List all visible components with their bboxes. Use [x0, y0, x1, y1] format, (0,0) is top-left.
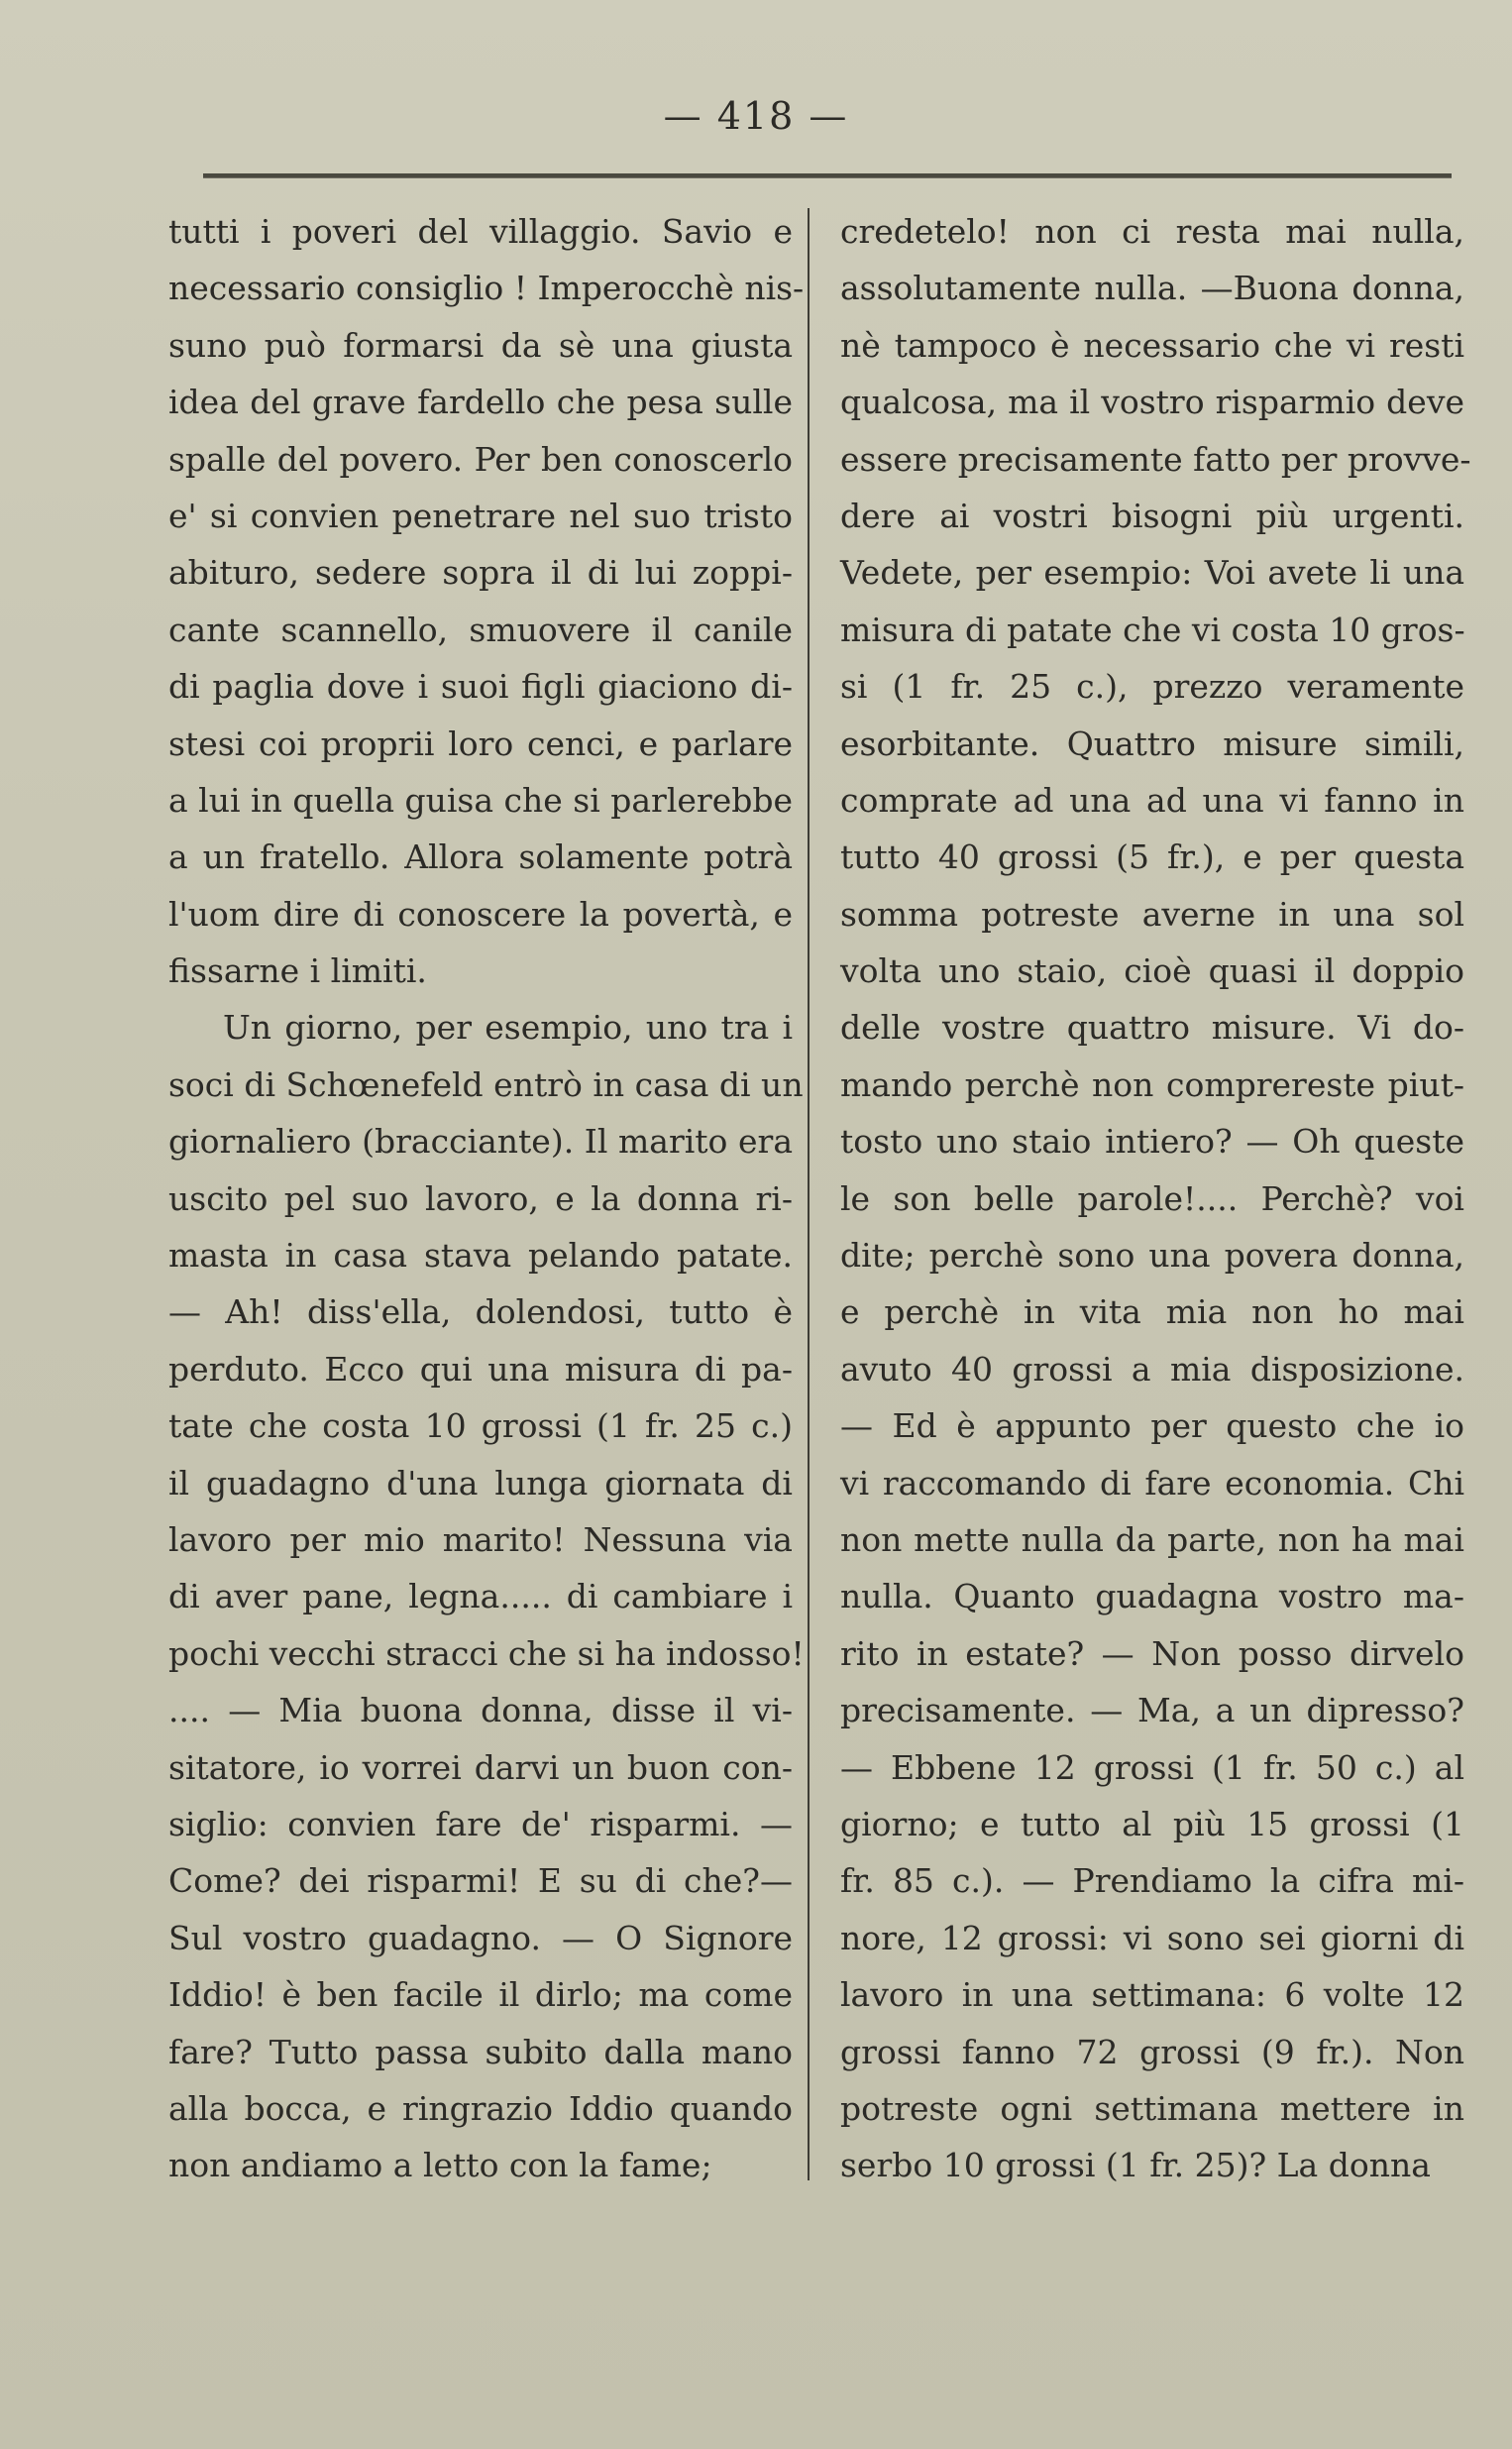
text-line: cante scannello, smuovere il canile: [168, 610, 793, 649]
text-line: mando perchè non comprereste piut-: [840, 1064, 1464, 1104]
page-number: — 418 —: [663, 94, 849, 138]
text-line: di aver pane, legna..... di cambiare i: [168, 1577, 793, 1616]
text-line: fr. 85 c.). — Prendiamo la cifra mi-: [840, 1861, 1464, 1901]
text-line: di paglia dove i suoi figli giaciono di-: [168, 667, 793, 707]
text-line: — Ebbene 12 grossi (1 fr. 50 c.) al: [840, 1747, 1464, 1787]
text-line: lavoro per mio marito! Nessuna via: [168, 1519, 793, 1559]
text-line: a un fratello. Allora solamente potrà: [168, 837, 793, 877]
text-line: non mette nulla da parte, non ha mai: [840, 1519, 1464, 1559]
text-line: idea del grave fardello che pesa sulle: [168, 383, 793, 422]
text-line: .... — Mia buona donna, disse il vi-: [168, 1691, 793, 1730]
left-column: [168, 203, 805, 2194]
text-line: — Ah! diss'ella, dolendosi, tutto è: [168, 1292, 793, 1332]
text-line: grossi fanno 72 grossi (9 fr.). Non: [840, 2032, 1464, 2071]
text-line: avuto 40 grossi a mia disposizione.: [840, 1349, 1464, 1389]
text-line: uscito pel suo lavoro, e la donna ri-: [168, 1178, 793, 1218]
text-line: l'uom dire di conoscere la povertà, e: [168, 894, 793, 934]
column-separator: [808, 208, 810, 2180]
text-line: dite; perchè sono una povera donna,: [840, 1236, 1464, 1276]
text-line: fare? Tutto passa subito dalla mano: [168, 2032, 793, 2071]
text-line: tosto uno staio intiero? — Oh queste: [840, 1122, 1464, 1162]
text-line: giorno; e tutto al più 15 grossi (1: [840, 1804, 1464, 1843]
text-line: — Ed è appunto per questo che io: [840, 1406, 1464, 1446]
text-line: dere ai vostri bisogni più urgenti.: [840, 496, 1464, 535]
text-line: e' si convien penetrare nel suo tristo: [168, 496, 793, 535]
text-line: spalle del povero. Per ben conoscerlo: [168, 439, 793, 479]
text-line: masta in casa stava pelando patate.: [168, 1236, 793, 1276]
text-line: vi raccomando di fare economia. Chi: [840, 1463, 1464, 1503]
text-line: serbo 10 grossi (1 fr. 25)? La donna: [840, 2146, 1431, 2185]
text-line: le son belle parole!.... Perchè? voi: [840, 1178, 1464, 1218]
text-line: tutti i poveri del villaggio. Savio e: [168, 212, 793, 251]
text-line: precisamente. — Ma, a un dipresso?: [840, 1691, 1464, 1730]
text-line: Sul vostro guadagno. — O Signore: [168, 1918, 793, 1957]
text-line: necessario consiglio ! Imperocchè nis-: [168, 269, 805, 308]
text-line: credetelo! non ci resta mai nulla,: [840, 212, 1464, 251]
text-line: Un giorno, per esempio, uno tra i: [223, 1008, 793, 1048]
text-line: potreste ogni settimana mettere in: [840, 2088, 1464, 2128]
text-line: Iddio! è ben facile il dirlo; ma come: [168, 1975, 793, 2015]
text-line: alla bocca, e ringrazio Iddio quando: [168, 2088, 793, 2128]
text-line: suno può formarsi da sè una giusta: [168, 325, 793, 365]
text-line: abituro, sedere sopra il di lui zoppi-: [168, 553, 793, 593]
text-line: misura di patate che vi costa 10 gros-: [840, 610, 1465, 649]
text-line: lavoro in una settimana: 6 volte 12: [840, 1975, 1464, 2015]
text-line: Vedete, per esempio: Voi avete li una: [840, 553, 1464, 593]
text-line: rito in estate? — Non posso dirvelo: [840, 1633, 1464, 1673]
text-line: soci di Schœnefeld entrò in casa di un: [168, 1064, 804, 1104]
header-rule: [203, 173, 1452, 178]
text-line: il guadagno d'una lunga giornata di: [168, 1463, 793, 1503]
text-line: qualcosa, ma il vostro risparmio deve: [840, 383, 1464, 422]
text-line: delle vostre quattro misure. Vi do-: [840, 1008, 1464, 1048]
text-line: volta uno staio, cioè quasi il doppio: [840, 951, 1464, 991]
text-line: siglio: convien fare de' risparmi. —: [168, 1804, 793, 1843]
text-line: sitatore, io vorrei darvi un buon con-: [168, 1747, 793, 1787]
text-line: assolutamente nulla. —Buona donna,: [840, 269, 1464, 308]
text-line: esorbitante. Quattro misure simili,: [840, 724, 1464, 763]
right-column: [840, 203, 1471, 2194]
text-line: e perchè in vita mia non ho mai: [840, 1292, 1464, 1332]
text-line: tate che costa 10 grossi (1 fr. 25 c.): [168, 1406, 793, 1446]
text-line: comprate ad una ad una vi fanno in: [840, 780, 1464, 820]
text-line: nulla. Quanto guadagna vostro ma-: [840, 1577, 1464, 1616]
text-line: Come? dei risparmi! E su di che?—: [168, 1861, 793, 1901]
text-line: non andiamo a letto con la fame;: [168, 2146, 712, 2185]
text-line: perduto. Ecco qui una misura di pa-: [168, 1349, 793, 1389]
text-line: somma potreste averne in una sol: [840, 894, 1464, 934]
text-line: pochi vecchi stracci che si ha indosso!: [168, 1633, 805, 1673]
text-line: nè tampoco è necessario che vi resti: [840, 325, 1464, 365]
text-line: giornaliero (bracciante). Il marito era: [168, 1122, 793, 1162]
text-line: tutto 40 grossi (5 fr.), e per questa: [840, 837, 1464, 877]
text-line: stesi coi proprii loro cenci, e parlare: [168, 724, 793, 763]
text-line: nore, 12 grossi: vi sono sei giorni di: [840, 1918, 1464, 1957]
text-line: si (1 fr. 25 c.), prezzo veramente: [840, 667, 1464, 707]
text-line: a lui in quella guisa che si parlerebbe: [168, 780, 793, 820]
text-line: fissarne i limiti.: [168, 951, 427, 991]
text-line: essere precisamente fatto per provve-: [840, 439, 1471, 479]
